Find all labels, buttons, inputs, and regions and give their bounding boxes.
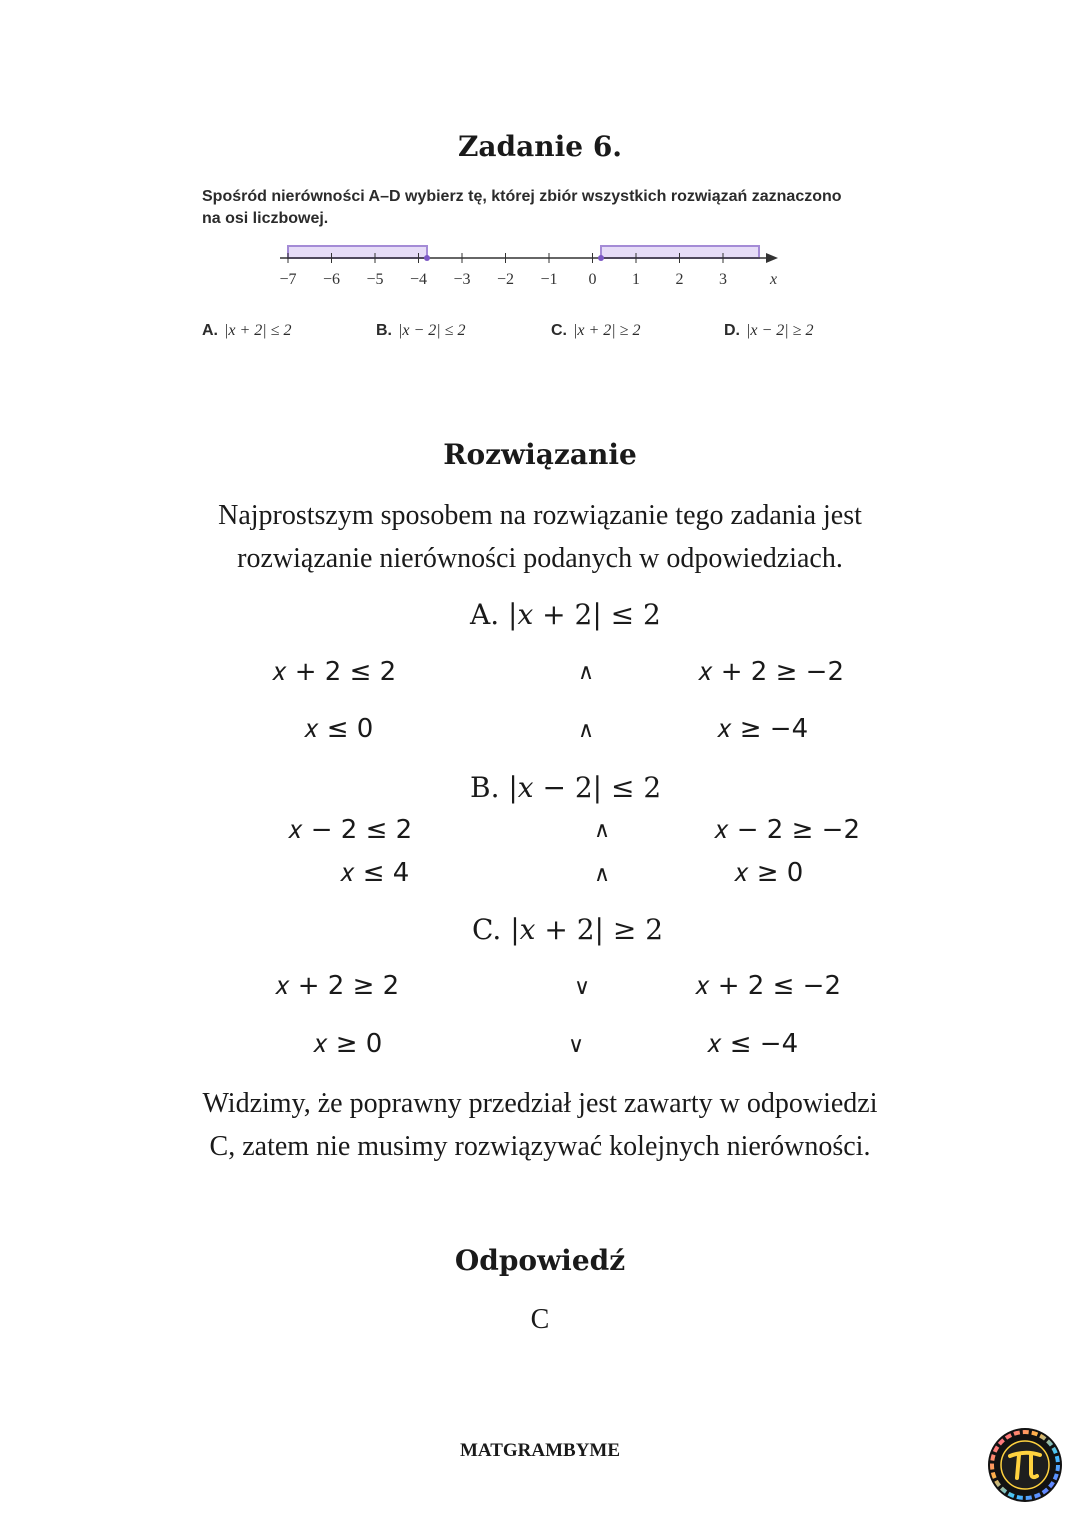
case-a-head: A. |𝑥 + 2| ≤ 2	[470, 598, 661, 631]
number-line	[270, 236, 790, 292]
case-c-left-1: 𝑥 + 2 ≥ 2	[275, 971, 400, 1001]
tick-label: 2	[675, 271, 684, 288]
tick-label: 1	[632, 271, 640, 288]
option-a[interactable]: A. |x + 2| ≤ 2	[202, 322, 292, 339]
tick-label: −6	[322, 271, 341, 288]
solution-heading: Rozwiązanie	[443, 438, 637, 471]
case-a-op-2: ∧	[578, 718, 595, 743]
endpoint-minus-four	[424, 255, 430, 261]
case-b-head: B. |𝑥 − 2| ≤ 2	[470, 771, 662, 804]
option-c-expr: |x + 2| ≥ 2	[573, 322, 641, 339]
answer-value: C	[530, 1304, 550, 1335]
instruction-line-1: Spośród nierówności A–D wybierz tę, której zbiór wszystkich rozwiązań zaznaczono	[202, 188, 842, 205]
shaded-interval-left	[288, 246, 427, 258]
task-title: Zadanie 6.	[457, 130, 623, 163]
case-c-right-1: 𝑥 + 2 ≤ −2	[695, 971, 841, 1001]
case-c-op-2: ∨	[568, 1033, 585, 1058]
footer-brand: MATGRAMBYME	[459, 1440, 621, 1461]
tick-label: 3	[719, 271, 727, 288]
case-b-op-2: ∧	[594, 862, 611, 887]
option-d-expr: |x − 2| ≥ 2	[746, 322, 814, 339]
option-b-expr: |x − 2| ≤ 2	[398, 322, 466, 339]
case-c-head: C. |𝑥 + 2| ≥ 2	[472, 913, 664, 946]
tick-label: −1	[540, 271, 558, 288]
tick-label: 0	[588, 271, 597, 288]
tick-label: −4	[409, 271, 428, 288]
case-b-left-2: 𝑥 ≤ 4	[340, 858, 410, 888]
task-instruction	[202, 186, 902, 230]
case-b-left-1: 𝑥 − 2 ≤ 2	[288, 815, 413, 845]
pi-logo-icon	[986, 1426, 1064, 1504]
axis-arrow-icon	[766, 253, 778, 263]
case-a-right-2: 𝑥 ≥ −4	[717, 714, 809, 744]
option-b[interactable]: B. |x − 2| ≤ 2	[376, 322, 466, 339]
case-a-right-1: 𝑥 + 2 ≥ −2	[698, 657, 844, 687]
option-a-expr: |x + 2| ≤ 2	[224, 322, 292, 339]
intro-line-1: Najprostszym sposobem na rozwiązanie tego zadania jest	[218, 500, 862, 531]
case-a-op-1: ∧	[578, 660, 595, 685]
case-a-left-2: 𝑥 ≤ 0	[304, 714, 374, 744]
case-c-op-1: ∨	[574, 975, 591, 1000]
tick-label: −2	[496, 271, 515, 288]
answer-heading: Odpowiedź	[454, 1244, 626, 1277]
case-c-right-2: 𝑥 ≤ −4	[707, 1029, 799, 1059]
case-c-left-2: 𝑥 ≥ 0	[313, 1029, 383, 1059]
tick-label: −3	[453, 271, 471, 288]
axis-label: x	[770, 271, 778, 288]
intro-line-2: rozwiązanie nierówności podanych w odpowiedziach.	[237, 543, 843, 574]
case-b-right-1: 𝑥 − 2 ≥ −2	[714, 815, 860, 845]
endpoint-zero	[598, 255, 604, 261]
solution-intro	[0, 494, 1080, 580]
conclusion-line-2: C, zatem nie musimy rozwiązywać kolejnych nierówności.	[209, 1131, 871, 1162]
option-d[interactable]: D. |x − 2| ≥ 2	[724, 322, 814, 339]
case-a-left-1: 𝑥 + 2 ≤ 2	[272, 657, 397, 687]
case-b-right-2: 𝑥 ≥ 0	[734, 858, 804, 888]
instruction-line-2: na osi liczbowej.	[202, 210, 329, 227]
tick-label: −7	[279, 271, 297, 288]
conclusion	[0, 1082, 1080, 1168]
option-c[interactable]: C. |x + 2| ≥ 2	[551, 322, 641, 339]
conclusion-line-1: Widzimy, że poprawny przedział jest zawarty w odpowiedzi	[202, 1088, 878, 1119]
case-b-op-1: ∧	[594, 818, 611, 843]
tick-label: −5	[366, 271, 384, 288]
